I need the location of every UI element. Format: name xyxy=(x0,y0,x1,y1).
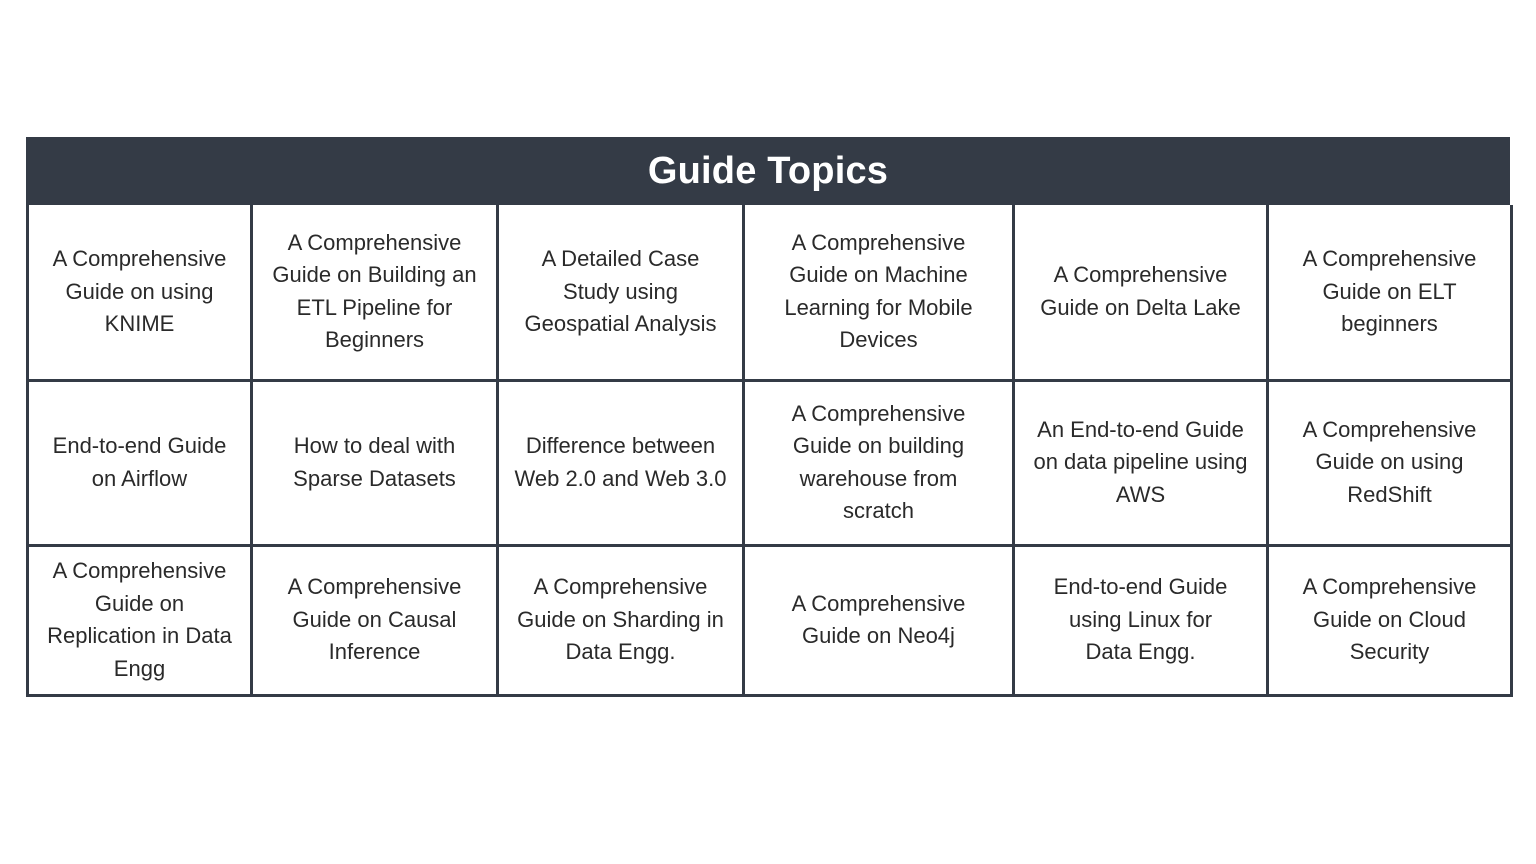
topics-grid xyxy=(26,205,1513,697)
topic-text: A Comprehensive Guide on Machine Learning for Mobile Devices xyxy=(784,229,973,353)
topic-cell xyxy=(498,380,744,545)
topic-cell xyxy=(1268,380,1512,545)
table-row xyxy=(28,380,1512,545)
table-row xyxy=(28,205,1512,380)
topic-cell xyxy=(252,545,498,695)
topic-cell xyxy=(1014,545,1268,695)
topic-text: A Comprehensive Guide on building warehouse from scratch xyxy=(791,400,966,523)
topic-cell xyxy=(744,205,1014,380)
topic-text: A Comprehensive Guide on Sharding in Data Engg. xyxy=(517,574,724,665)
topic-cell xyxy=(28,205,252,380)
topic-cell xyxy=(744,545,1014,695)
topic-text: A Comprehensive Guide on using RedShift xyxy=(1302,416,1477,507)
topic-text: A Detailed Case Study using Geospatial Analysis xyxy=(524,246,717,336)
topic-cell xyxy=(28,545,252,695)
topic-text: A Comprehensive Guide on Neo4j xyxy=(791,590,966,648)
topic-text: A Comprehensive Guide on Delta Lake xyxy=(1040,262,1241,320)
topic-text: How to deal with Sparse Datasets xyxy=(293,433,456,491)
topic-cell xyxy=(252,380,498,545)
topic-text: Difference between Web 2.0 and Web 3.0 xyxy=(514,433,727,491)
table-header xyxy=(26,137,1510,205)
topic-cell xyxy=(744,380,1014,545)
topic-text: An End-to-end Guide on data pipeline using AWS xyxy=(1033,416,1248,507)
table-title: Guide Topics xyxy=(647,149,889,192)
topic-text: A Comprehensive Guide on Cloud Security xyxy=(1302,574,1477,665)
topic-cell xyxy=(1268,545,1512,695)
topic-text: End-to-end Guide using Linux for Data Engg. xyxy=(1053,574,1228,665)
topic-cell xyxy=(1268,205,1512,380)
topic-text: A Comprehensive Guide on ELT beginners xyxy=(1302,246,1477,336)
topic-cell xyxy=(1014,380,1268,545)
table-row xyxy=(28,545,1512,695)
topic-cell xyxy=(498,545,744,695)
topic-cell xyxy=(1014,205,1268,380)
topic-text: A Comprehensive Guide on Building an ETL Pipeline for Beginners xyxy=(272,229,477,353)
topic-text: A Comprehensive Guide on Causal Inference xyxy=(287,574,462,665)
topic-cell xyxy=(252,205,498,380)
guide-topics-table xyxy=(26,137,1510,697)
topic-cell xyxy=(498,205,744,380)
topic-text: A Comprehensive Guide on Replication in Data Engg xyxy=(47,558,232,681)
topic-cell xyxy=(28,380,252,545)
topic-text: A Comprehensive Guide on using KNIME xyxy=(52,246,227,336)
topic-text: End-to-end Guide on Airflow xyxy=(52,433,227,491)
